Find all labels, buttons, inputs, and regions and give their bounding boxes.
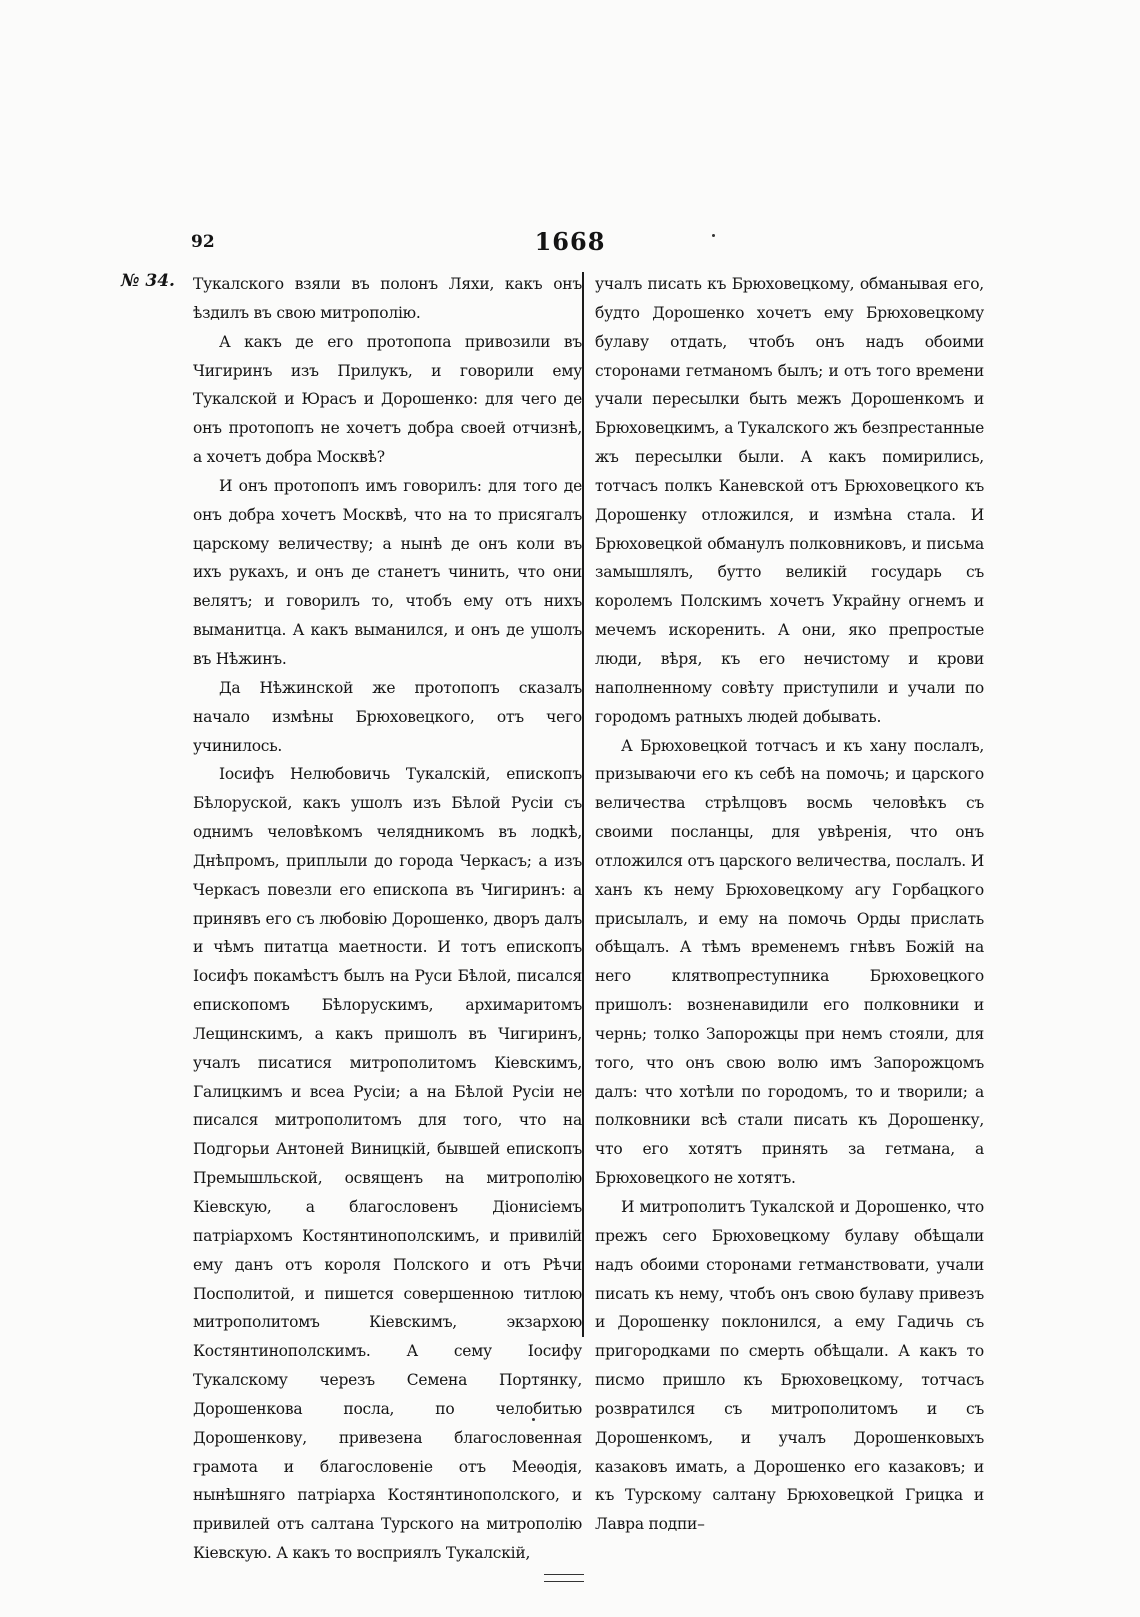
document-number: № 34. [121,271,175,291]
print-speck [712,234,715,237]
paragraph: Да Нѣжинской же протопопъ сказалъ начало измѣны Брюховецкого, отъ чего учинилось. [193,678,582,755]
paragraph: И онъ протопопъ имъ говорилъ: для того де онъ добра хочетъ Москвѣ, что на то присягалъ царскому величеству; а нынѣ де онъ коли въ ихъ рукахъ, и онъ де станетъ чинить, что они велятъ; и говорилъ то, чтобъ ему отъ нихъ выманитца. А какъ выманился, и онъ де ушолъ въ Нѣжинъ. [193,476,582,668]
page-number: 92 [191,232,215,252]
footer-rule [544,1581,584,1582]
left-column [193,270,582,1568]
page-year-heading: 1668 [534,227,606,256]
column-divider [582,272,584,1337]
footer-rule [544,1574,584,1575]
print-speck [532,1418,535,1421]
paragraph: И митрополитъ Тукалской и Дорошенко, что прежъ сего Брюховецкому булаву обѣщали надъ обоими сторонами гетманствовати, учали писать къ нему, чтобъ онъ свою булаву привезъ и Дорошенку поклонился, а ему Гадичь съ пригородками по смерть обѣщали. А какъ то писмо пришло къ Брюховецкому, тотчасъ розвратился съ митрополитомъ и съ Дорошенкомъ, и учалъ Дорошенковыхъ казаковъ имать, а Дорошенко его казаковъ; и къ Турскому салтану Брюховецкой Грицка и Лавра подпи– [595,1198,984,1534]
paragraph: А Брюховецкой тотчасъ и къ хану послалъ, призываючи его къ себѣ на помочь; и царского величества стрѣлцовъ восмь человѣкъ съ своими посланцы, для увѣренія, что онъ отложился отъ царского величества, послалъ. И ханъ къ нему Брюховецкому агу Горбацкого присылалъ, и ему на помочь Орды прислать обѣщалъ. А тѣмъ временемъ гнѣвъ Божій на него клятвопреступника Брюховецкого пришолъ: возненавидили его полковники и чернь; толко Запорожцы при немъ стояли, для того, что онъ свою волю имъ Запорожцомъ далъ: что хотѣли по городомъ, то и творили; а полковники всѣ стали писать къ Дорошенку, что его хотятъ принять за гетмана, а Брюховецкого не хотятъ. [595,736,984,1188]
right-column [595,270,984,1539]
paragraph: Тукалского взяли въ полонъ Ляхи, какъ онъ ѣздилъ въ свою митрополію. [193,275,582,322]
paragraph: Іосифъ Нелюбовичь Тукалскій, епископъ Бѣлоруской, какъ ушолъ изъ Бѣлой Русіи съ однимъ человѣкомъ челядникомъ въ лодкѣ, Днѣпромъ, приплыли до города Черкасъ; а изъ Черкасъ повезли его епископа въ Чигиринъ: а принявъ его съ любовію Дорошенко, дворъ далъ и чѣмъ питатца маетности. И тотъ епископъ Іосифъ покамѣстъ былъ на Руси Бѣлой, писался епископомъ Бѣлорускимъ, архимаритомъ Лещинскимъ, а какъ пришолъ въ Чигиринъ, учалъ писатися митрополитомъ Кіевскимъ, Галицкимъ и всеа Русіи; а на Бѣлой Русіи не писался митрополитомъ для того, что на Подгорьи Антоней Виницкій, бывшей епископъ Премышльской, освященъ на митрополію Кіевскую, а благословенъ Діонисіемъ патріархомъ Костянтинополскимъ, и привилій ему данъ отъ короля Полского и отъ Рѣчи Посполитой, и пишется совершенною титлою митрополитомъ Кіевскимъ, экзархою Костянтинополскимъ. А сему Іосифу Тукалскому черезъ Семена Портянку, Дорошенкова посла, по челобитью Дорошенкову, привезена благословенная грамота и благословеніе отъ Меѳодія, нынѣшняго патріарха Костянтинополского, и привилей отъ салтана Турского на митрополію Кіевскую. А какъ то восприялъ Тукалскій, [193,765,582,1563]
paragraph: учалъ писать къ Брюховецкому, обманывая его, будто Дорошенко хочетъ ему Брюховецкому булаву отдать, чтобъ онъ надъ обоими сторонами гетманомъ былъ; и отъ того времени учали пересылки быть межъ Дорошенкомъ и Брюховецкимъ, а Тукалского жъ безпрестанные жъ пересылки были. А какъ помирились, тотчасъ полкъ Каневской отъ Брюховецкого къ Дорошенку отложился, и измѣна стала. И Брюховецкой обманулъ полковниковъ, и письма замышлялъ, бутто великій государь съ королемъ Полскимъ хочетъ Украйну огнемъ и мечемъ искоренить. А они, яко препростые люди, вѣря, къ его нечистому и крови наполненному совѣту приступили и учали по городомъ ратныхъ людей добывать. [595,275,984,726]
paragraph: А какъ де его протопопа привозили въ Чигиринъ изъ Прилукъ, и говорили ему Тукалской и Юрасъ и Дорошенко: для чего де онъ протопопъ не хочетъ добра своей отчизнѣ, а хочетъ добра Москвѣ? [193,332,582,467]
